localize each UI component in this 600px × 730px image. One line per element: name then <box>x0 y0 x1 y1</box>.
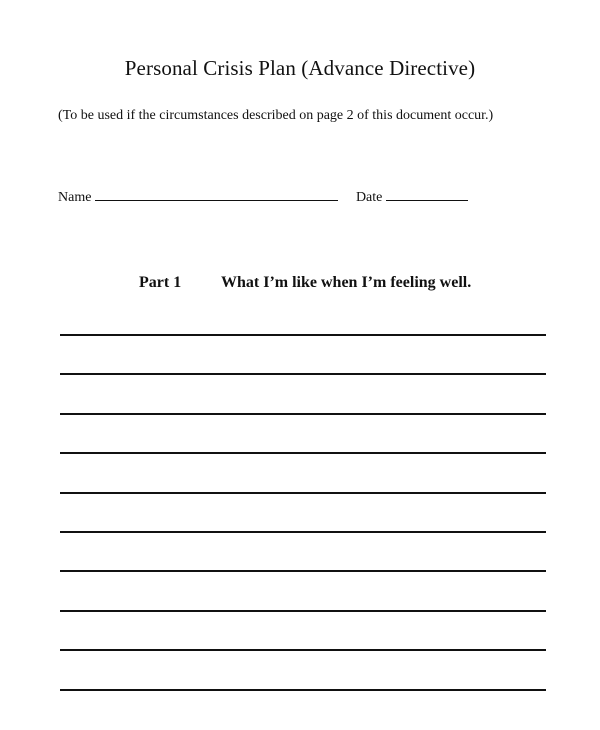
part-heading: What I’m like when I’m feeling well. <box>221 274 472 291</box>
writing-line[interactable] <box>60 373 546 412</box>
writing-line[interactable] <box>60 413 546 452</box>
writing-line[interactable] <box>60 649 546 688</box>
writing-line[interactable] <box>60 531 546 570</box>
document-subtitle: (To be used if the circumstances described on page 2 of this document occur.) <box>58 108 494 123</box>
name-label: Name <box>58 190 92 205</box>
writing-line[interactable] <box>60 334 546 373</box>
writing-line[interactable] <box>60 689 546 728</box>
part-label: Part 1 <box>139 274 182 291</box>
date-blank-line[interactable] <box>386 188 468 201</box>
name-blank-line[interactable] <box>95 188 338 201</box>
writing-line[interactable] <box>60 452 546 491</box>
writing-lines <box>60 334 546 728</box>
writing-line[interactable] <box>60 492 546 531</box>
document-title: Personal Crisis Plan (Advance Directive) <box>124 56 476 80</box>
writing-line[interactable] <box>60 610 546 649</box>
date-label: Date <box>355 190 383 205</box>
writing-line[interactable] <box>60 570 546 609</box>
name-date-row <box>58 188 468 206</box>
